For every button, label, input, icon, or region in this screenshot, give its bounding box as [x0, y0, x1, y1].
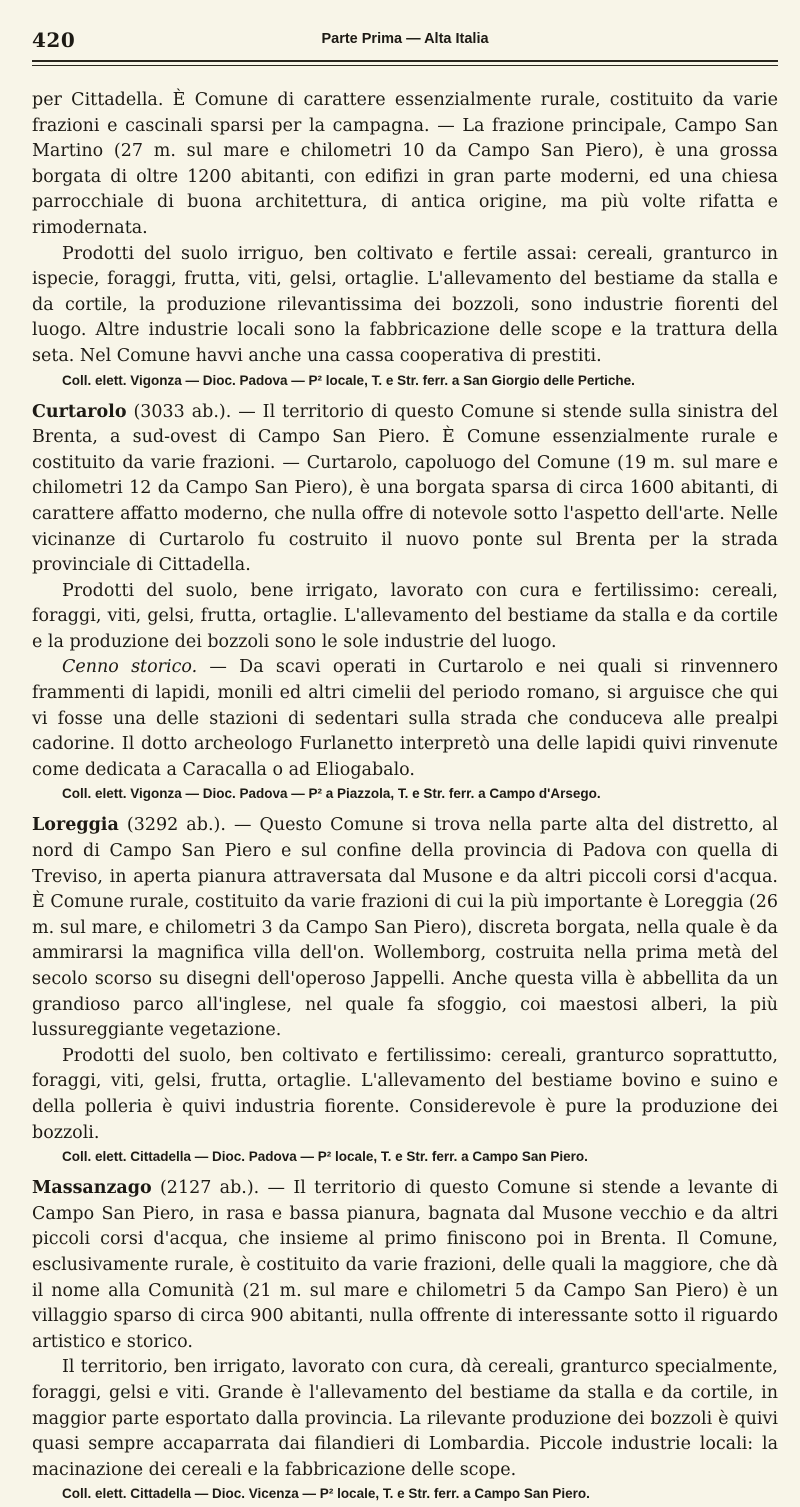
paragraph: per Cittadella. È Comune di carattere essenzialmente rurale, costituito da varie frazioni e cascinali sparsi per la campagna. — La frazione principale, Campo San Martino (27 m. sul mare e chilometri 10 da Campo San Piero), è una grossa borgata di oltre 1200 abitanti, con edifizi in gran parte moderni, ed una chiesa parrocchiale di buona architettura, di antica origine, ma più volte rifatta e rimodernata.	[32, 90, 778, 238]
entry-curtarolo	[32, 400, 778, 579]
historical-label: Cenno storico.	[62, 657, 198, 678]
entry-text: (3033 ab.). — Il territorio di questo Comune si stende sulla sinistra del Brenta, a sud-ovest di Campo San Piero. È Comune essenzialmente rurale e costituito da varie frazioni. — Curtarolo, capoluogo del Comune (19 m. sul mare e chilometri 12 da Campo San Piero), è una borgata sparsa di circa 1600 abitanti, di carattere affatto moderno, che nulla offre di notevole sotto l'aspetto dell'arte. Nelle vicinanze di Curtarolo fu costruito il nuovo ponte sul Brenta per la strada provinciale di Cittadella.	[32, 401, 778, 576]
entry-title: Loreggia	[32, 815, 119, 836]
electoral-note: Coll. elett. Cittadella — Dioc. Padova — P² locale, T. e Str. ferr. a Campo San Piero.	[62, 1149, 588, 1165]
electoral-note: Coll. elett. Vigonza — Dioc. Padova — P² a Piazzola, T. e Str. ferr. a Campo d'Arsego.	[62, 786, 601, 802]
running-title: Parte Prima — Alta Italia	[321, 31, 489, 47]
entry-text: (2127 ab.). — Il territorio di questo Comune si stende a levante di Campo San Piero, in rasa e bassa pianura, bagnata dal Musone vecchio e da altri piccoli corsi d'acqua, che insieme al primo finiscono poi in Brenta. Il Comune, esclusivamente rurale, è costituito da varie frazioni, delle quali la maggiore, che dà il nome alla Comunità (21 m. sul mare e chilometri 5 da Campo San Piero) è un villaggio sparso di circa 900 abitanti, nulla offrente di interessante sotto il riguardo artistico e storico.	[32, 1178, 778, 1352]
paragraph: Prodotti del suolo, ben coltivato e fertilissimo: cereali, granturco soprattutto, foraggi, viti, gelsi, frutta, ortaglie. L'allevamento del bestiame bovino e suino e della polleria è quivi industria fiorente. Considerevole è pure la produzione dei bozzoli.	[32, 1045, 778, 1143]
entry-title: Massanzago	[32, 1178, 152, 1199]
page-number: 420	[32, 28, 76, 52]
electoral-note: Coll. elett. Vigonza — Dioc. Padova — P² locale, T. e Str. ferr. a San Giorgio delle Pertiche.	[62, 372, 635, 388]
electoral-note: Coll. elett. Cittadella — Dioc. Vicenza — P² locale, T. e Str. ferr. a Campo San Piero.	[62, 1486, 590, 1502]
paragraph-historical	[32, 655, 778, 783]
entry-title: Curtarolo	[32, 401, 127, 422]
paragraph: Il territorio, ben irrigato, lavorato con cura, dà cereali, granturco specialmente, foraggi, gelsi e viti. Grande è l'allevamento del bestiame da stalla e da cortile, in maggior parte esportato dalla provincia. La rilevante produzione dei bozzoli è quivi quasi sempre accaparrata dai filandieri di Lombardia. Piccole industrie locali: la macinazione dei cereali e la fabbricazione delle scope.	[32, 1357, 778, 1480]
entry-loreggia	[32, 813, 778, 1043]
paragraph: Prodotti del suolo, bene irrigato, lavorato con cura e fertilissimo: cereali, foraggi, viti, gelsi, frutta, ortaglie. L'allevamento del bestiame da stalla e da cortile e la produzione dei bozzoli sono le sole industrie del luogo.	[32, 580, 778, 652]
paragraph: Prodotti del suolo irriguo, ben coltivato e fertile assai: cereali, granturco in ispecie, foraggi, frutta, viti, gelsi, ortaglie. L'allevamento del bestiame da stalla e da cortile, la produzione rilevantissima dei bozzoli, sono industrie fiorenti del luogo. Altre industrie locali sono la fabbricazione delle scope e la trattura della seta. Nel Comune havvi anche una cassa cooperativa di prestiti.	[32, 243, 778, 366]
body-text	[32, 88, 778, 1507]
entry-text: (3292 ab.). — Questo Comune si trova nella parte alta del distretto, al nord di Campo San Piero e sul confine della provincia di Padova con quella di Treviso, in aperta pianura attraversata dal Musone e da altri piccoli corsi d'acqua. È Comune rurale, costituito da varie frazioni di cui la più importante è Loreggia (26 m. sul mare, e chilometri 3 da Campo San Piero), discreta borgata, nella quale è da ammirarsi la magnifica villa dell'on. Wollemborg, costruita nella prima metà del secolo scorso su disegni dell'operoso Jappelli. Anche questa villa è abbellita da un grandioso parco all'inglese, nel quale fa sfoggio, coi maestosi alberi, la più lussureggiante vegetazione.	[32, 815, 778, 1041]
entry-massanzago	[32, 1176, 778, 1355]
page-header	[32, 28, 778, 58]
header-rule	[32, 60, 778, 66]
historical-text: — Da scavi operati in Curtarolo e nei quali si rinvennero frammenti di lapidi, monili ed altri cimelii del periodo romano, si arguisce che qui vi fosse una delle stazioni di sedentari sulla strada che conduceva alle prealpi cadorine. Il dotto archeologo Furlanetto interpretò una delle lapidi quivi rinvenute come dedicata a Caracalla o ad Eliogabalo.	[32, 657, 778, 780]
